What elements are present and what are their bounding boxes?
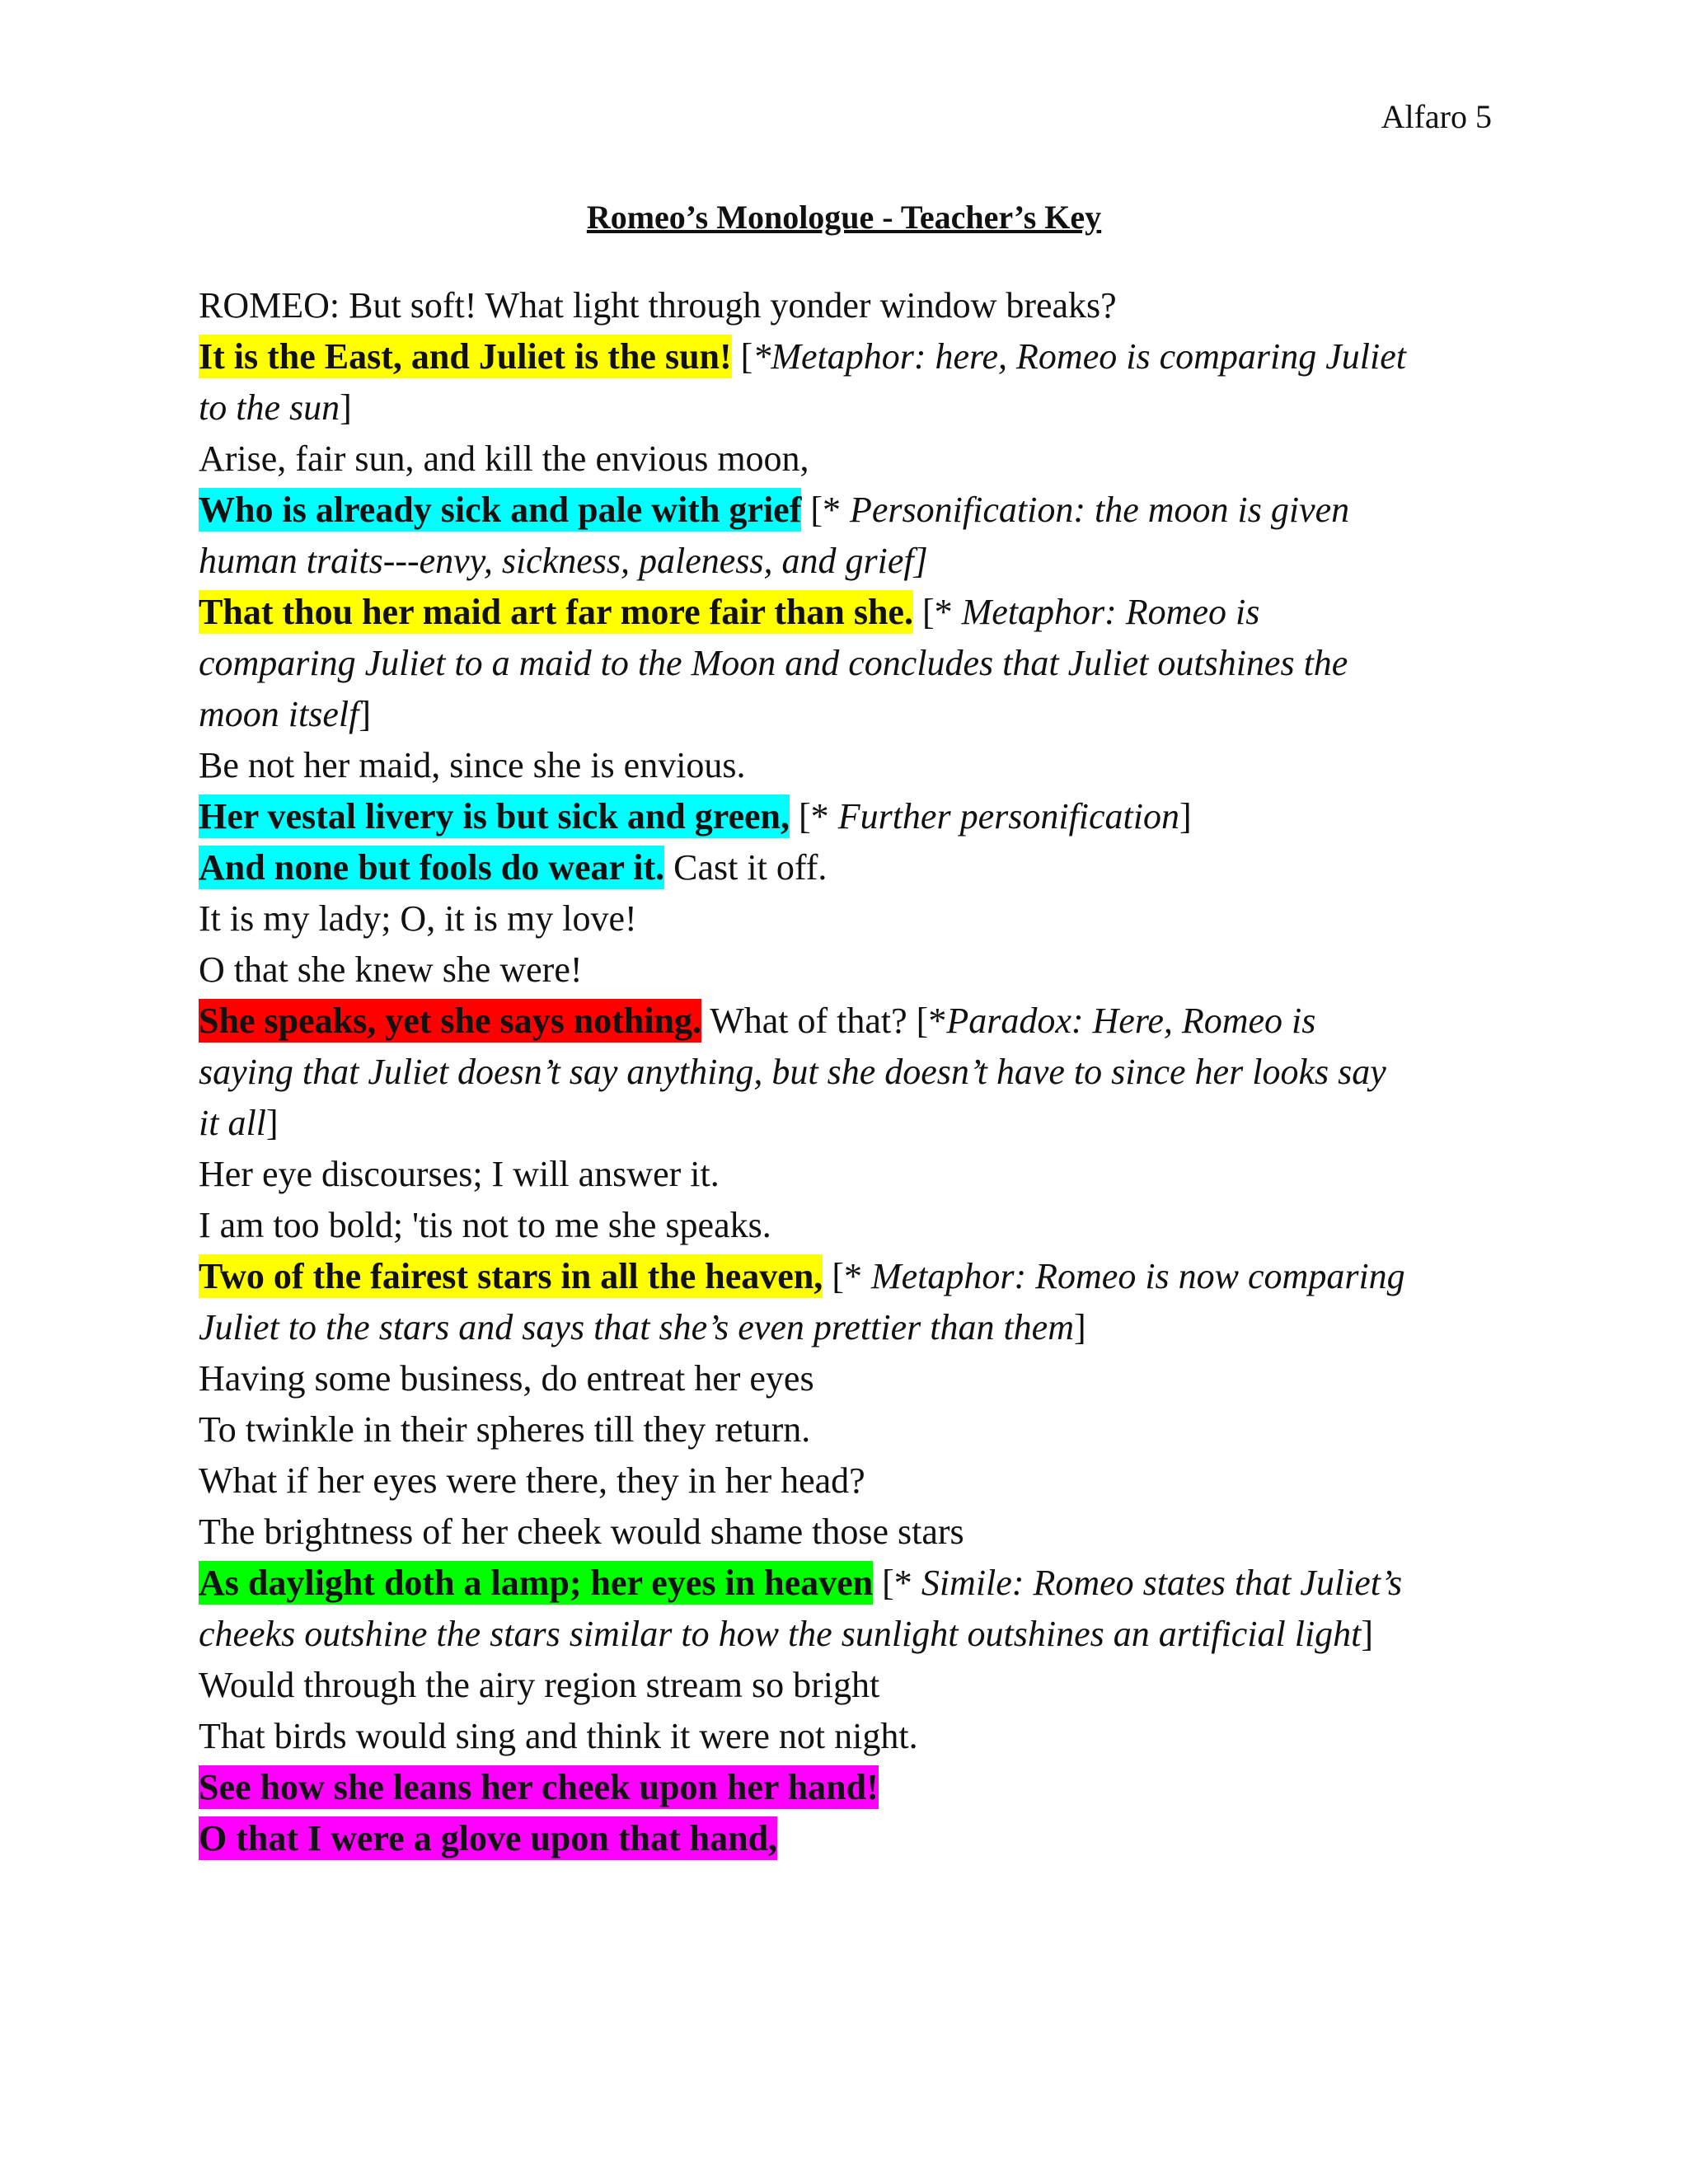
line-text: What of that? [* — [701, 1001, 947, 1041]
monologue-line — [199, 1762, 1501, 1813]
highlighted-phrase: O that I were a glove upon that hand, — [199, 1818, 778, 1858]
annotation-text: Juliet to the stars and says that she’s even prettier than them — [199, 1307, 1074, 1347]
annotation-text: Personification: the moon is given — [850, 490, 1350, 530]
page-title: Romeo’s Monologue - Teacher’s Key — [586, 199, 1102, 236]
monologue-line — [199, 1149, 1501, 1200]
annotation-text: human traits---envy, sickness, paleness, and grief] — [199, 541, 928, 581]
highlighted-phrase: Who is already sick and pale with grief — [199, 490, 802, 530]
line-text: ] — [1073, 1307, 1086, 1347]
annotation-text: moon itself — [199, 694, 359, 734]
monologue-line — [199, 1200, 1501, 1251]
line-text: [* — [912, 592, 962, 632]
line-text: ] — [1179, 796, 1192, 837]
monologue-line — [199, 1404, 1501, 1455]
annotation-text: saying that Juliet doesn’t say anything, but she doesn’t have to since her looks say — [199, 1052, 1386, 1092]
line-text: ] — [340, 387, 352, 428]
monologue-line — [199, 638, 1501, 689]
monologue-line — [199, 1609, 1501, 1660]
highlighted-phrase: It is the East, and Juliet is the sun! — [199, 336, 732, 377]
highlighted-phrase: Two of the fairest stars in all the heaven, — [199, 1256, 823, 1296]
line-text: Would through the airy region stream so bright — [199, 1665, 880, 1705]
annotation-text: to the sun — [199, 387, 340, 428]
monologue-line — [199, 1047, 1501, 1098]
line-text: O that she knew she were! — [199, 949, 583, 990]
highlighted-phrase: Her vestal livery is but sick and green, — [199, 796, 790, 837]
line-text: [ — [731, 336, 753, 377]
highlighted-phrase: That thou her maid art far more fair than she. — [199, 592, 913, 632]
monologue-line — [199, 587, 1501, 638]
annotation-text: it all — [199, 1103, 266, 1143]
monologue-line — [199, 740, 1501, 791]
line-text: It is my lady; O, it is my love! — [199, 898, 637, 939]
annotation-text: Metaphor: Romeo is now comparing — [870, 1256, 1405, 1296]
line-text: [* — [790, 796, 838, 837]
line-text: What if her eyes were there, they in her head? — [199, 1460, 865, 1501]
line-text: Arise, fair sun, and kill the envious moon, — [199, 438, 809, 479]
monologue-line — [199, 382, 1501, 434]
line-text: [* — [801, 490, 851, 530]
annotation-text: Simile: Romeo states that Juliet’s — [921, 1563, 1403, 1603]
line-text: Be not her maid, since she is envious. — [199, 745, 746, 785]
highlighted-phrase: As daylight doth a lamp; her eyes in heaven — [199, 1563, 874, 1603]
monologue-line — [199, 1660, 1501, 1711]
line-text: [* — [873, 1563, 921, 1603]
line-text: [* — [823, 1256, 871, 1296]
monologue-line — [199, 1455, 1501, 1507]
monologue-line — [199, 1098, 1501, 1149]
monologue-line — [199, 280, 1501, 331]
monologue-line — [199, 996, 1501, 1047]
monologue-line — [199, 689, 1501, 740]
monologue-line — [199, 485, 1501, 536]
monologue-line — [199, 944, 1501, 996]
monologue-line — [199, 434, 1501, 485]
line-text: To twinkle in their spheres till they return. — [199, 1409, 811, 1450]
monologue-line — [199, 331, 1501, 382]
line-text: ROMEO: But soft! What light through yonder window breaks? — [199, 285, 1117, 326]
page-header: Alfaro 5 — [1381, 98, 1492, 135]
highlighted-phrase: And none but fools do wear it. — [199, 847, 665, 888]
line-text: I am too bold; 'tis not to me she speaks. — [199, 1205, 771, 1245]
line-text: ] — [265, 1103, 279, 1143]
annotation-text: *Metaphor: here, Romeo is comparing Juliet — [753, 336, 1406, 377]
line-text: ] — [1361, 1614, 1374, 1654]
monologue-line — [199, 1558, 1501, 1609]
monologue-line — [199, 791, 1501, 842]
monologue-line — [199, 1353, 1501, 1404]
line-text: ] — [359, 694, 371, 734]
monologue-line — [199, 1507, 1501, 1558]
monologue-line — [199, 1711, 1501, 1762]
line-text: The brightness of her cheek would shame those stars — [199, 1511, 964, 1552]
monologue-line — [199, 842, 1501, 893]
annotation-text: Further personification — [837, 796, 1179, 837]
line-text: That birds would sing and think it were not night. — [199, 1716, 918, 1756]
highlighted-phrase: She speaks, yet she says nothing. — [199, 1001, 702, 1041]
line-text: Cast it off. — [664, 847, 828, 888]
annotation-text: Metaphor: Romeo is — [961, 592, 1260, 632]
monologue-line — [199, 1251, 1501, 1302]
monologue-line — [199, 536, 1501, 587]
annotation-text: comparing Juliet to a maid to the Moon and concludes that Juliet outshines the — [199, 643, 1348, 683]
annotation-text: cheeks outshine the stars similar to how the sunlight outshines an artificial light — [199, 1614, 1362, 1654]
highlighted-phrase: See how she leans her cheek upon her hand! — [199, 1767, 879, 1807]
monologue-line — [199, 1302, 1501, 1353]
monologue-line — [199, 893, 1501, 944]
line-text: Her eye discourses; I will answer it. — [199, 1154, 720, 1194]
monologue-body — [199, 280, 1501, 1864]
annotation-text: Paradox: Here, Romeo is — [946, 1001, 1316, 1041]
monologue-line — [199, 1813, 1501, 1864]
line-text: Having some business, do entreat her eyes — [199, 1358, 814, 1399]
